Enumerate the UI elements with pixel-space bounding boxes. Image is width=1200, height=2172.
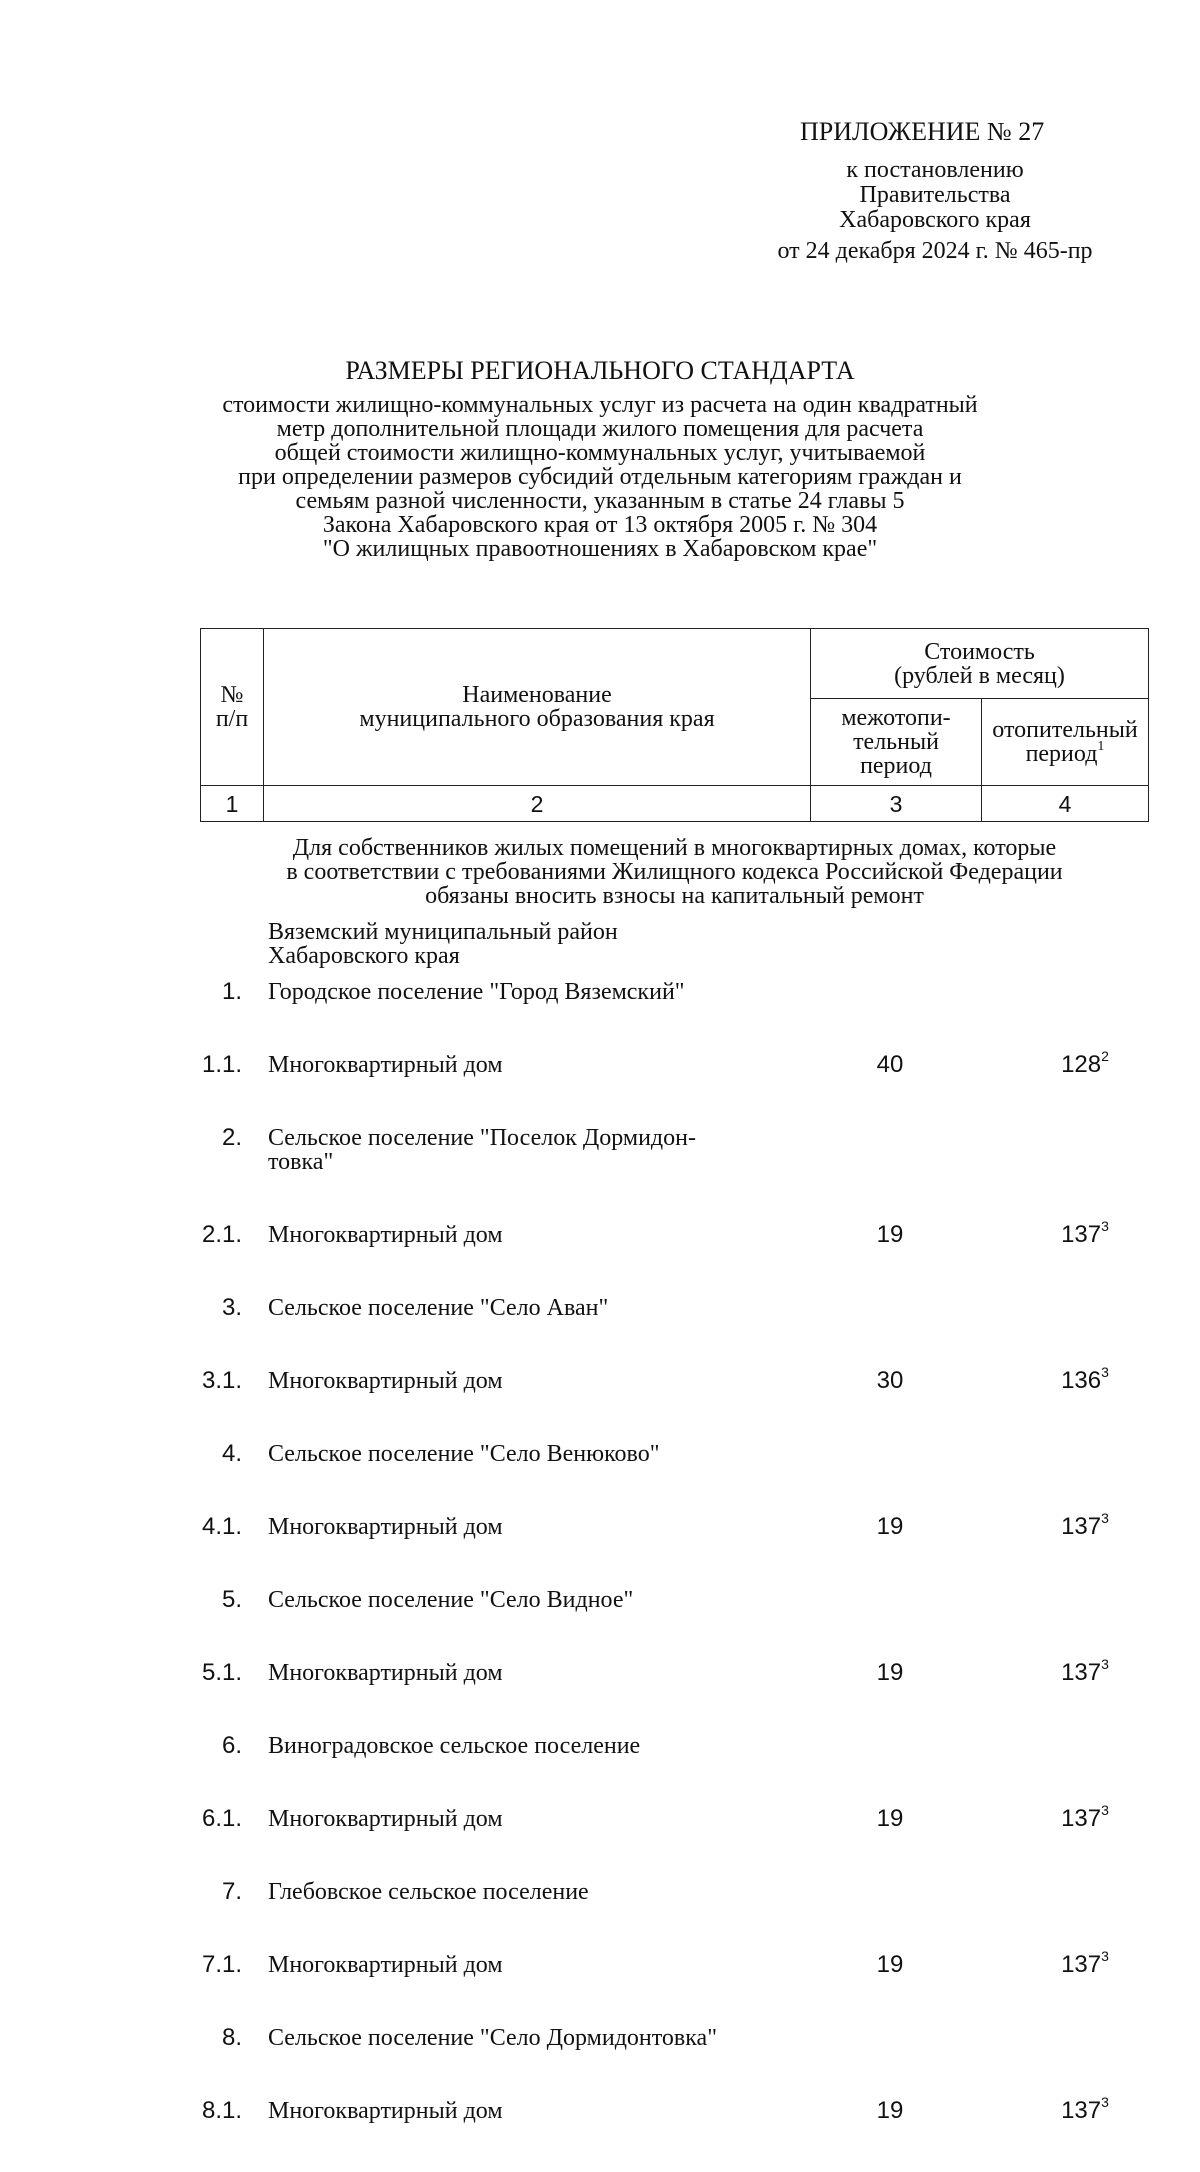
row-name: Сельское поселение "Село Венюково"	[268, 1441, 660, 1467]
row-value-interheating: 19	[876, 2097, 904, 2124]
row-name-line: Сельское поселение "Поселок Дормидон-	[268, 1125, 696, 1151]
footnote-marker: 2	[1101, 1048, 1109, 1064]
row-number: 2.1.	[201, 1221, 242, 1248]
header-heat-text: период	[1025, 741, 1098, 767]
table-row	[200, 1296, 1149, 1369]
heating-value: 136	[1061, 1367, 1102, 1394]
row-number: 8.1.	[201, 2097, 242, 2124]
row-number: 6.	[221, 1732, 242, 1759]
district-line: Хабаровского края	[268, 943, 460, 969]
footnote-marker: 3	[1101, 1510, 1109, 1526]
heating-value: 128	[1061, 1051, 1102, 1078]
header-inter-line: тельный	[853, 729, 939, 755]
ref-line-1: к постановлению	[846, 157, 1024, 183]
ref-line-2: Правительства	[859, 182, 1011, 208]
table-row	[200, 1734, 1149, 1807]
section-line: Для собственников жилых помещений в многоквартирных домах, которые	[292, 835, 1057, 861]
section-line: обязаны вносить взносы на капитальный ремонт	[425, 883, 924, 909]
row-number: 1.	[221, 978, 242, 1005]
row-name: Многоквартирный дом	[268, 1806, 503, 1832]
row-value-heating	[1040, 2094, 1130, 2124]
table-row	[200, 2094, 1149, 2172]
table-row	[200, 2026, 1149, 2099]
header-cell-number	[201, 629, 264, 786]
row-name: Глебовское сельское поселение	[268, 1879, 589, 1905]
row-name: Сельское поселение "Село Дормидонтовка"	[268, 2025, 717, 2051]
table-row	[200, 1218, 1149, 1296]
subtitle-line: при определении размеров субсидий отдельным категориям граждан и	[238, 464, 962, 490]
row-value-interheating: 40	[876, 1051, 904, 1078]
table-row	[200, 1802, 1149, 1880]
row-number: 1.1.	[201, 1051, 242, 1078]
row-value-heating	[1040, 1510, 1130, 1540]
table-row	[200, 1048, 1149, 1126]
row-value-heating	[1040, 1802, 1130, 1832]
row-name: Многоквартирный дом	[268, 1660, 503, 1686]
row-name: Многоквартирный дом	[268, 1222, 503, 1248]
table-row	[200, 1126, 1149, 1223]
subtitle-line: общей стоимости жилищно-коммунальных услуг, учитываемой	[274, 440, 926, 466]
table-row	[200, 1948, 1149, 2026]
row-number: 2.	[221, 1124, 242, 1151]
heating-value: 137	[1061, 2097, 1102, 2124]
header-name-line: муниципального образования края	[359, 706, 715, 732]
row-value-interheating: 19	[876, 1951, 904, 1978]
heating-value: 137	[1061, 1221, 1102, 1248]
subtitle-line: "О жилищных правоотношениях в Хабаровском крае"	[322, 536, 878, 562]
header-heat-line	[982, 739, 1148, 767]
document-subtitle	[200, 393, 1000, 561]
row-name: Многоквартирный дом	[268, 2098, 503, 2124]
row-number: 8.	[221, 2024, 242, 2051]
row-value-interheating: 19	[876, 1805, 904, 1832]
header-inter-line: период	[860, 753, 932, 779]
heating-value: 137	[1061, 1951, 1102, 1978]
table-row	[200, 1364, 1149, 1442]
row-value-interheating: 19	[876, 1659, 904, 1686]
header-heat-line: отопительный	[992, 717, 1138, 743]
header-index-2: 2	[264, 786, 811, 822]
footnote-marker: 3	[1101, 2094, 1109, 2110]
ref-date: от 24 декабря 2024 г. № 465-пр	[777, 238, 1093, 264]
row-number: 7.	[221, 1878, 242, 1905]
row-value-interheating: 19	[876, 1221, 904, 1248]
appendix-title: ПРИЛОЖЕНИЕ № 27	[800, 117, 1045, 146]
row-number: 6.1.	[201, 1805, 242, 1832]
row-name: Виноградовское сельское поселение	[268, 1733, 641, 1759]
heating-value: 137	[1061, 1513, 1102, 1540]
row-name: Городское поселение "Город Вяземский"	[268, 979, 685, 1005]
header-num-line: п/п	[215, 706, 249, 732]
resolution-reference	[700, 158, 1170, 264]
row-name	[268, 1126, 808, 1174]
footnote-marker: 3	[1101, 1656, 1109, 1672]
header-index-3: 3	[811, 786, 982, 822]
row-value-interheating: 30	[876, 1367, 904, 1394]
row-number: 4.1.	[201, 1513, 242, 1540]
table-body	[200, 980, 1149, 2172]
row-value-heating	[1040, 1218, 1130, 1248]
footnote-marker: 3	[1101, 1364, 1109, 1380]
row-name: Сельское поселение "Село Видное"	[268, 1587, 634, 1613]
row-value-interheating: 19	[876, 1513, 904, 1540]
header-inter-line: межотопи-	[841, 705, 951, 731]
table-row	[200, 1588, 1149, 1661]
header-cell-cost	[811, 629, 1149, 699]
row-value-heating	[1040, 1656, 1130, 1686]
row-name: Многоквартирный дом	[268, 1514, 503, 1540]
table-row	[200, 1656, 1149, 1734]
footnote-marker: 3	[1101, 1218, 1109, 1234]
section-heading	[200, 836, 1149, 908]
row-number: 3.1.	[201, 1367, 242, 1394]
header-index-4: 4	[982, 786, 1149, 822]
header-name-line: Наименование	[462, 682, 612, 708]
table-row	[200, 1442, 1149, 1515]
header-cell-interheating	[811, 699, 982, 786]
row-number: 4.	[221, 1440, 242, 1467]
table-row	[200, 1510, 1149, 1588]
ref-line-3: Хабаровского края	[839, 207, 1031, 233]
table-header	[200, 628, 1149, 822]
subtitle-line: метр дополнительной площади жилого помещения для расчета	[276, 416, 924, 442]
row-number: 3.	[221, 1294, 242, 1321]
header-num-line: №	[220, 682, 244, 708]
row-value-heating	[1040, 1364, 1130, 1394]
header-cell-heating	[982, 699, 1149, 786]
row-number: 5.1.	[201, 1659, 242, 1686]
section-line: в соответствии с требованиями Жилищного кодекса Российской Федерации	[286, 859, 1063, 885]
header-cell-name	[264, 629, 811, 786]
header-cost-line: Стоимость	[924, 638, 1035, 665]
row-name: Многоквартирный дом	[268, 1368, 503, 1394]
table-row	[200, 980, 1149, 1053]
row-name: Сельское поселение "Село Аван"	[268, 1295, 609, 1321]
header-index-1: 1	[201, 786, 264, 822]
row-value-heating	[1040, 1048, 1130, 1078]
document-title: РАЗМЕРЫ РЕГИОНАЛЬНОГО СТАНДАРТА	[345, 356, 855, 385]
heating-value: 137	[1061, 1805, 1102, 1832]
heating-value: 137	[1061, 1659, 1102, 1686]
table-row	[200, 1880, 1149, 1953]
header-cost-line: (рублей в месяц)	[894, 662, 1065, 689]
row-name-line: товка"	[268, 1149, 334, 1175]
row-name: Многоквартирный дом	[268, 1952, 503, 1978]
footnote-marker: 1	[1097, 739, 1105, 754]
district-heading	[268, 920, 618, 968]
subtitle-line: семьям разной численности, указанным в статье 24 главы 5	[295, 488, 905, 514]
row-value-heating	[1040, 1948, 1130, 1978]
subtitle-line: стоимости жилищно-коммунальных услуг из расчета на один квадратный	[222, 392, 978, 418]
footnote-marker: 3	[1101, 1948, 1109, 1964]
row-number: 7.1.	[201, 1951, 242, 1978]
row-number: 5.	[221, 1586, 242, 1613]
subtitle-line: Закона Хабаровского края от 13 октября 2005 г. № 304	[322, 512, 878, 538]
district-line: Вяземский муниципальный район	[268, 919, 618, 945]
footnote-marker: 3	[1101, 1802, 1109, 1818]
row-name: Многоквартирный дом	[268, 1052, 503, 1078]
